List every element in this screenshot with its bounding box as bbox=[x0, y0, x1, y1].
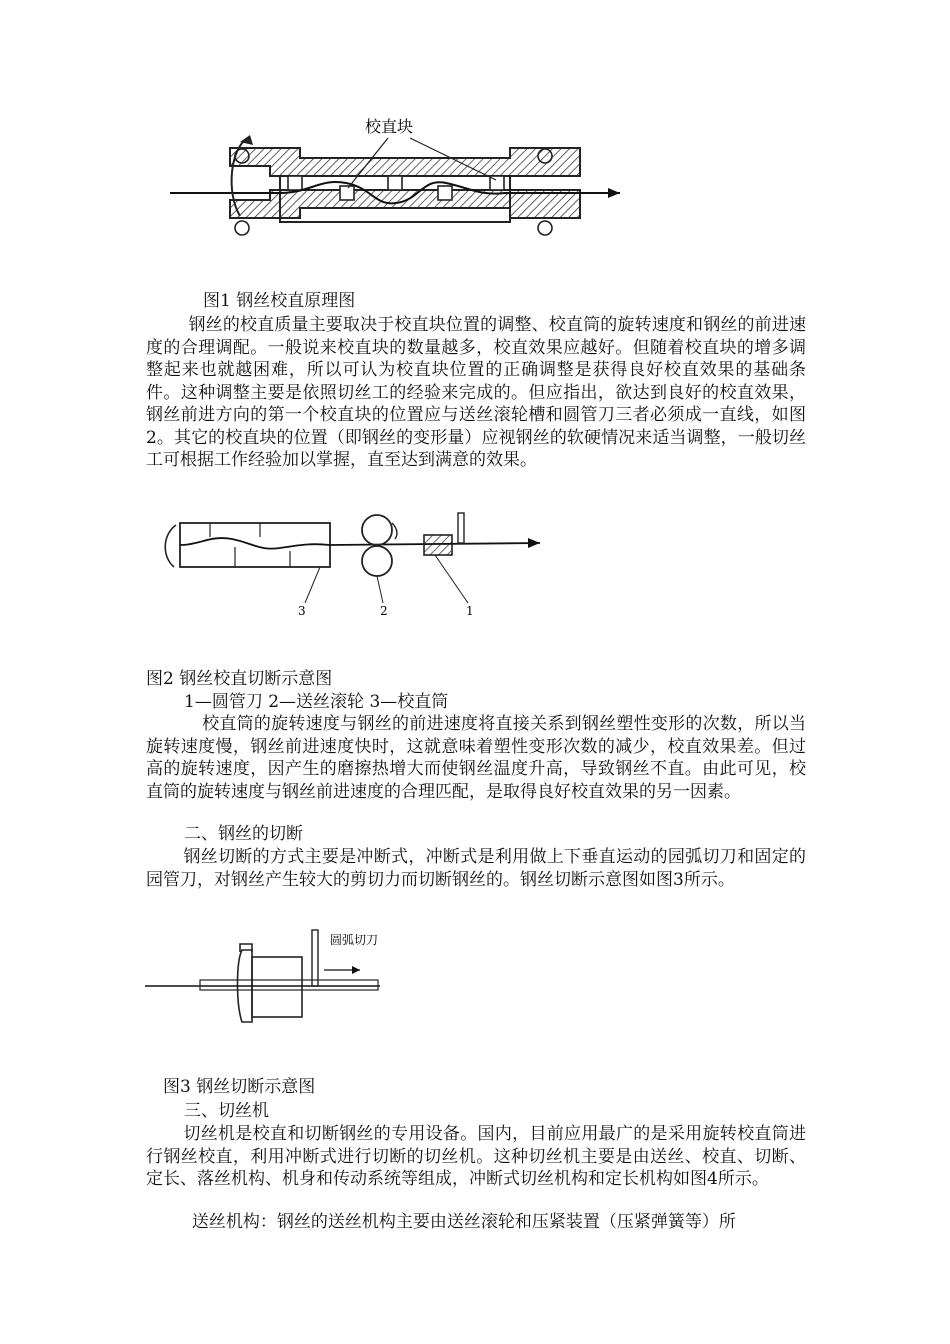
paragraph-5: 送丝机构：钢丝的送丝机构主要由送丝滚轮和压紧装置（压紧弹簧等）所 bbox=[191, 1212, 736, 1232]
fig2-label-1: 1 bbox=[466, 604, 474, 618]
fig3-cutter-label: 圆弧切刀 bbox=[330, 933, 379, 947]
figure-1-caption: 图1 钢丝校直原理图 bbox=[203, 291, 356, 311]
figure-3-caption: 图3 钢丝切断示意图 bbox=[163, 1077, 316, 1097]
fig2-label-3: 3 bbox=[298, 604, 306, 618]
section-heading-machine: 三、切丝机 bbox=[184, 1101, 269, 1121]
paragraph-2: 校直筒的旋转速度与钢丝的前进速度将直接关系到钢丝塑性变形的次数，所以当旋转速度慢，钢丝前进速度快时，这就意味着塑性变形次数的减少，校直效果差。但过高的旋转速度，因产生的磨擦热增大而使钢丝温度升高，导致钢丝不直。由此可见，校直筒的旋转速度与钢丝前进速度的合理匹配，是取得良好校直效果的另一因素。 bbox=[146, 714, 806, 802]
paragraph-4: 切丝机是校直和切断钢丝的专用设备。国内，目前应用最广的是采用旋转校直筒进行钢丝校直，利用冲断式进行切断的切丝机。这种切丝机主要是由送丝、校直、切断、定长、落丝机构、机身和传动系统等组成，冲断式切丝机构和定长机构如图4所示。 bbox=[146, 1124, 806, 1189]
paragraph-3: 钢丝切断的方式主要是冲断式，冲断式是利用做上下垂直运动的园弧切刀和固定的园管刀，对钢丝产生较大的剪切力而切断钢丝的。钢丝切断示意图如图3所示。 bbox=[146, 847, 806, 890]
fig1-block-label: 校直块 bbox=[365, 117, 414, 136]
paragraph-1: 钢丝的校直质量主要取决于校直块位置的调整、校直筒的旋转速度和钢丝的前进速度的合理调配。一般说来校直块的数量越多，校直效果应越好。但随着校直块的增多调整起来也就越困难，所以可认为校直块位置的正确调整是获得良好校直效果的基础条件。这种调整主要是依照切丝工的经验来完成的。但应指出，欲达到良好的校直效果，钢丝前进方向的第一个校直块的位置应与送丝滚轮槽和圆管刀三者必须成一直线，如图2。其它的校直块的位置（即钢丝的变形量）应视钢丝的软硬情况来适当调整，一般切丝工可根据工作经验加以掌握，直至达到满意的效果。 bbox=[146, 315, 806, 470]
figure-2-straighten-cut-diagram bbox=[140, 505, 550, 620]
figure-1-straightening-diagram bbox=[160, 108, 660, 253]
fig2-label-2: 2 bbox=[380, 604, 388, 618]
section-heading-cutting: 二、钢丝的切断 bbox=[184, 824, 303, 844]
figure-3-cutting-diagram bbox=[140, 922, 420, 1037]
figure-2-caption: 图2 钢丝校直切断示意图 bbox=[146, 669, 333, 689]
figure-2-legend: 1—圆管刀 2—送丝滚轮 3—校直筒 bbox=[184, 692, 449, 712]
